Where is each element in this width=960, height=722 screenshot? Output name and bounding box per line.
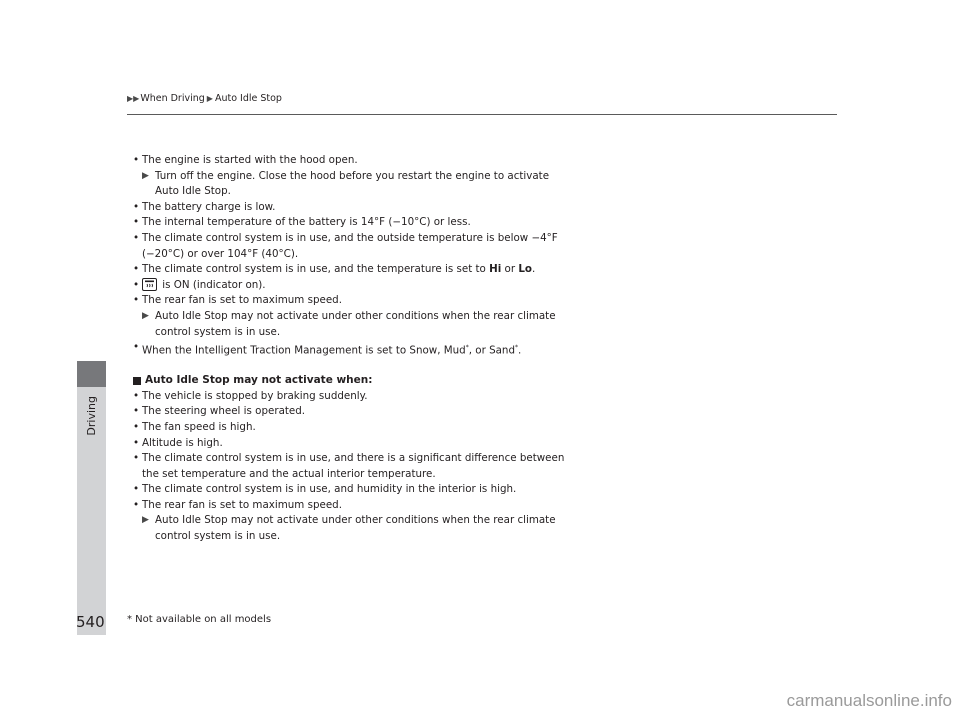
list-text: When the Intelligent Traction Management is set to Snow, Mud bbox=[142, 344, 466, 357]
sub-list-item bbox=[133, 309, 573, 340]
list-item bbox=[133, 340, 573, 359]
page-content bbox=[133, 153, 573, 545]
breadcrumb bbox=[127, 93, 282, 104]
list-text: . bbox=[517, 344, 522, 357]
list-item bbox=[133, 262, 573, 278]
list-text: The climate control system is in use, and the temperature is set to bbox=[142, 263, 490, 276]
section-heading bbox=[133, 373, 573, 389]
list-item: • The climate control system is in use, and there is a significant difference between the set temperature and the actual interior temperature. bbox=[133, 451, 573, 482]
list-item: • The battery charge is low. bbox=[133, 200, 573, 216]
header-divider bbox=[127, 114, 837, 115]
chevron-right-icon: ▶▶ bbox=[127, 94, 140, 103]
list-item: • The climate control system is in use, and the outside temperature is below −4°F (−20°C) or over 104°F (40°C). bbox=[133, 231, 573, 262]
chevron-right-icon: ▶ bbox=[206, 94, 213, 103]
triangle-right-icon: ▶ bbox=[142, 170, 149, 181]
hi-setting: Hi bbox=[489, 263, 502, 276]
list-item: • The steering wheel is operated. bbox=[133, 404, 573, 420]
page-number: 540 bbox=[76, 613, 105, 631]
sub-list-text: Auto Idle Stop may not activate under other conditions when the rear climate control system is in use. bbox=[155, 514, 556, 543]
list-item: • The internal temperature of the battery is 14°F (−10°C) or less. bbox=[133, 215, 573, 231]
triangle-right-icon: ▶ bbox=[142, 310, 149, 321]
triangle-right-icon: ▶ bbox=[142, 515, 149, 526]
square-bullet-icon bbox=[133, 377, 141, 385]
watermark: carmanualsonline.info bbox=[786, 691, 952, 710]
sub-list-item bbox=[133, 169, 573, 200]
side-tab-marker bbox=[77, 361, 106, 387]
sub-list-text: Auto Idle Stop may not activate under other conditions when the rear climate control system is in use. bbox=[155, 309, 556, 338]
lo-setting: Lo bbox=[518, 263, 533, 276]
list-text: is ON (indicator on). bbox=[159, 278, 266, 291]
footnote: * Not available on all models bbox=[127, 614, 272, 625]
list-item: • Altitude is high. bbox=[133, 436, 573, 452]
footnote-mark: * bbox=[514, 344, 518, 352]
list-item: • The climate control system is in use, and humidity in the interior is high. bbox=[133, 482, 573, 498]
list-item bbox=[133, 278, 573, 294]
list-text: . bbox=[532, 263, 536, 276]
list-item: • The vehicle is stopped by braking suddenly. bbox=[133, 389, 573, 405]
list-text: , or Sand bbox=[468, 344, 515, 357]
side-tab-label: Driving bbox=[85, 396, 98, 436]
front-defroster-icon bbox=[142, 278, 157, 291]
list-item: • The rear fan is set to maximum speed. bbox=[133, 293, 573, 309]
breadcrumb-item[interactable]: When Driving bbox=[140, 93, 205, 104]
list-item: • The fan speed is high. bbox=[133, 420, 573, 436]
list-item: • The engine is started with the hood open. bbox=[133, 153, 573, 169]
list-text: or bbox=[501, 263, 519, 276]
sub-list-item bbox=[133, 513, 573, 544]
list-item: • The rear fan is set to maximum speed. bbox=[133, 498, 573, 514]
section-heading-text: Auto Idle Stop may not activate when: bbox=[145, 374, 373, 387]
breadcrumb-item[interactable]: Auto Idle Stop bbox=[214, 93, 282, 104]
footnote-mark: * bbox=[465, 344, 469, 352]
sub-list-text: Turn off the engine. Close the hood before you restart the engine to activate Auto Idle Stop. bbox=[155, 169, 550, 198]
